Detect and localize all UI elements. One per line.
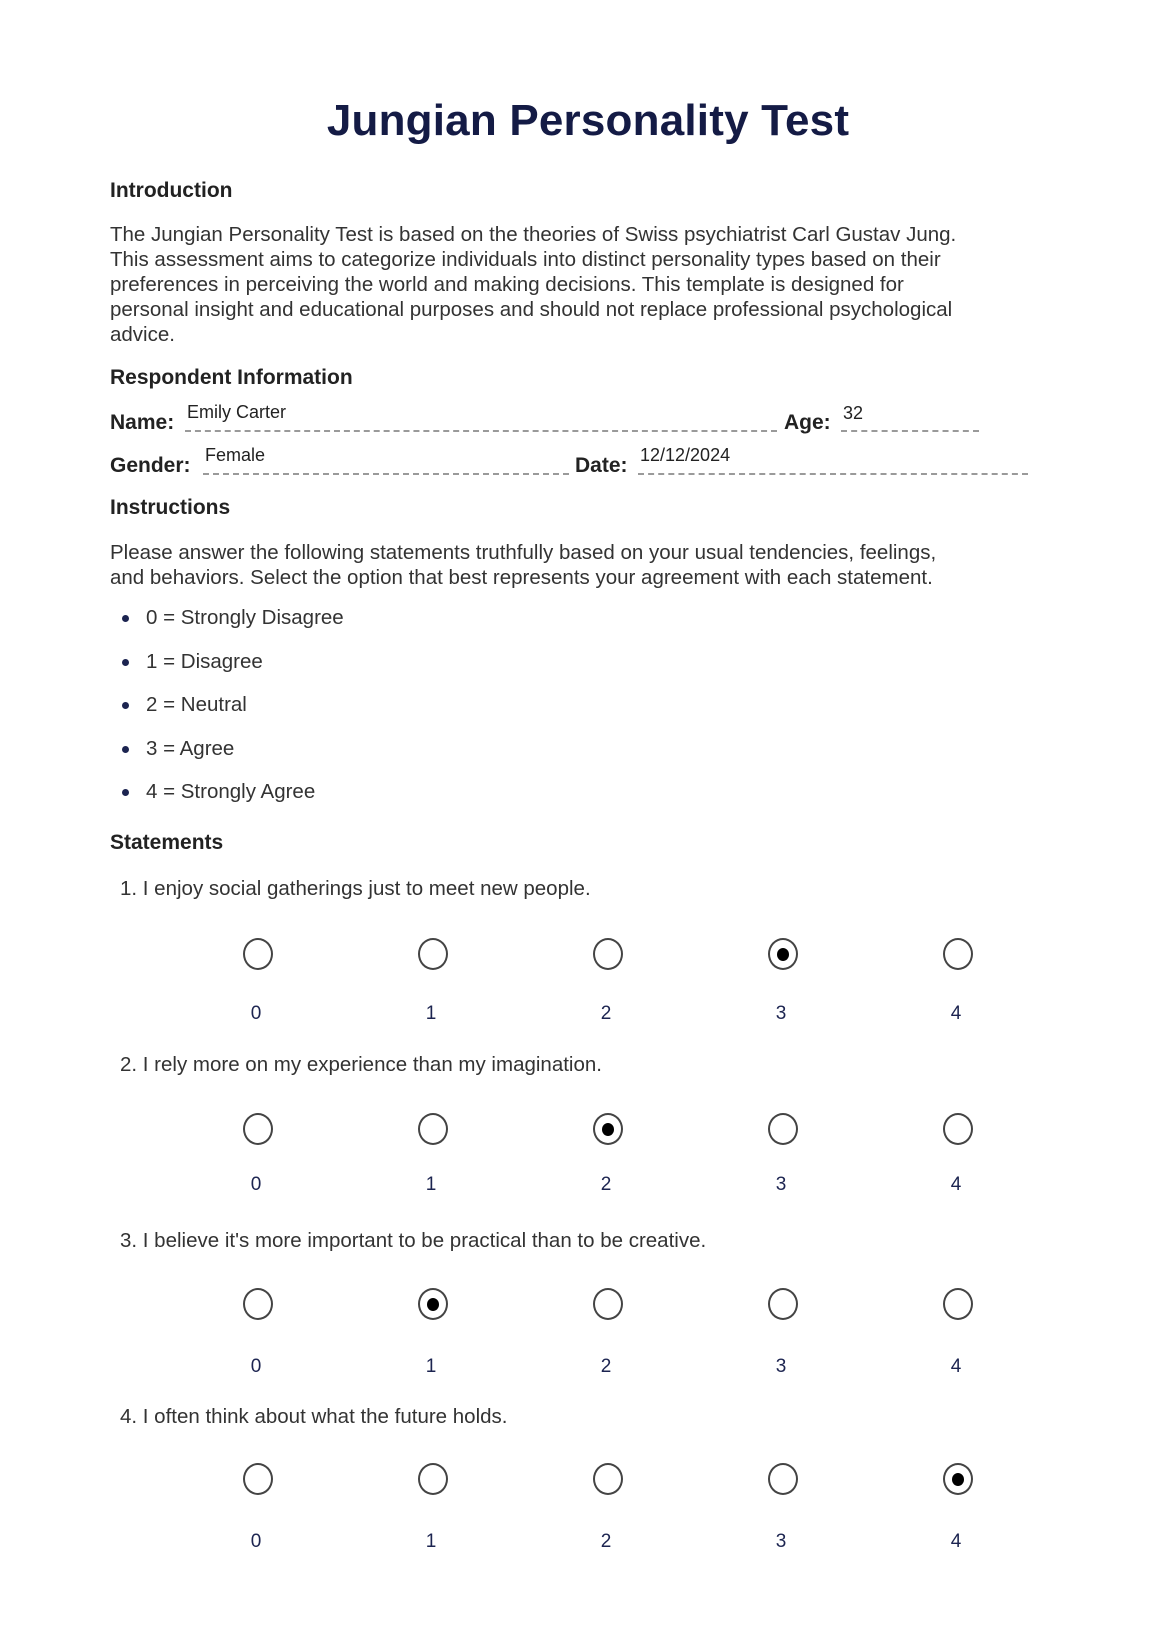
radio-option-2[interactable] [593,1288,623,1320]
scale-item [118,650,344,694]
radio-option-1[interactable] [418,938,448,970]
radio-option-label: 2 [600,1174,612,1195]
age-label: Age: [784,411,831,434]
radio-option-3[interactable] [768,1113,798,1145]
gender-field[interactable] [203,473,569,475]
bullet-icon [122,659,129,666]
scale-item-label: 3 = Agree [146,736,235,760]
radio-option-0[interactable] [243,1113,273,1145]
radio-option-3[interactable] [768,1288,798,1320]
radio-option-label: 1 [425,1003,437,1024]
radio-option-2[interactable] [593,938,623,970]
radio-option-1[interactable] [418,1113,448,1145]
age-field[interactable] [841,430,979,432]
radio-option-label: 4 [950,1356,962,1377]
scale-item [118,737,344,781]
bullet-icon [122,702,129,709]
name-value: Emily Carter [187,402,287,422]
radio-option-label: 1 [425,1356,437,1377]
radio-option-label: 0 [250,1174,262,1195]
intro-line: advice. [110,323,175,346]
scale-item-label: 0 = Strongly Disagree [146,606,344,629]
radio-option-4[interactable] [943,1288,973,1320]
statement-text: 2. I rely more on my experience than my imagination. [120,1053,602,1076]
radio-option-4[interactable] [943,938,973,970]
radio-option-0[interactable] [243,938,273,970]
intro-line: personal insight and educational purposes and should not replace professional psychological [110,298,953,321]
date-label: Date: [575,454,628,477]
page-title: Jungian Personality Test [326,96,850,145]
date-value: 12/12/2024 [640,445,731,465]
scale-item [118,693,344,737]
bullet-icon [122,746,129,753]
statement-text: 1. I enjoy social gatherings just to meet new people. [120,877,591,900]
instructions-line: Please answer the following statements truthfully based on your usual tendencies, feelings, [110,541,937,564]
scale-list [118,606,344,824]
scale-item [118,606,344,650]
intro-line: The Jungian Personality Test is based on the theories of Swiss psychiatrist Carl Gustav Jung. [110,223,957,246]
name-field[interactable] [185,430,777,432]
instructions-text [110,540,1070,590]
radio-option-label: 0 [250,1356,262,1377]
gender-value: Female [205,445,266,465]
bullet-icon [122,789,129,796]
introduction-text [110,222,1070,347]
statement-text: 3. I believe it's more important to be practical than to be creative. [120,1229,707,1252]
radio-option-3[interactable] [768,1463,798,1495]
radio-option-2-selected[interactable] [593,1113,623,1145]
scale-item-label: 2 = Neutral [146,693,247,716]
instructions-heading: Instructions [110,496,231,519]
name-label: Name: [110,411,175,434]
radio-option-0[interactable] [243,1463,273,1495]
radio-option-label: 2 [600,1531,612,1552]
radio-option-1[interactable] [418,1463,448,1495]
radio-option-label: 2 [600,1356,612,1377]
instructions-line: and behaviors. Select the option that best represents your agreement with each statement. [110,566,933,589]
radio-option-label: 2 [600,1003,612,1024]
radio-option-label: 1 [425,1531,437,1552]
radio-option-3-selected[interactable] [768,938,798,970]
radio-option-2[interactable] [593,1463,623,1495]
statement-text: 4. I often think about what the future holds. [120,1405,508,1428]
age-value: 32 [843,403,864,423]
scale-item-label: 4 = Strongly Agree [146,780,316,803]
radio-option-label: 3 [775,1356,787,1377]
radio-option-label: 3 [775,1174,787,1195]
bullet-icon [122,615,129,622]
gender-label: Gender: [110,454,191,477]
radio-option-0[interactable] [243,1288,273,1320]
statements-heading: Statements [110,831,224,854]
respondent-heading: Respondent Information [110,366,353,389]
radio-option-label: 3 [775,1003,787,1024]
radio-option-4[interactable] [943,1113,973,1145]
scale-item [118,780,344,824]
radio-option-label: 3 [775,1531,787,1552]
radio-option-label: 4 [950,1003,962,1024]
date-field[interactable] [638,473,1028,475]
intro-line: preferences in perceiving the world and making decisions. This template is designed for [110,273,904,296]
radio-option-label: 0 [250,1531,262,1552]
radio-option-label: 4 [950,1174,962,1195]
radio-option-4-selected[interactable] [943,1463,973,1495]
radio-option-label: 4 [950,1531,962,1552]
radio-option-1-selected[interactable] [418,1288,448,1320]
scale-item-label: 1 = Disagree [146,649,263,673]
radio-option-label: 1 [425,1174,437,1195]
intro-line: This assessment aims to categorize individuals into distinct personality types based on their [110,248,941,271]
introduction-heading: Introduction [110,179,233,202]
radio-option-label: 0 [250,1003,262,1024]
